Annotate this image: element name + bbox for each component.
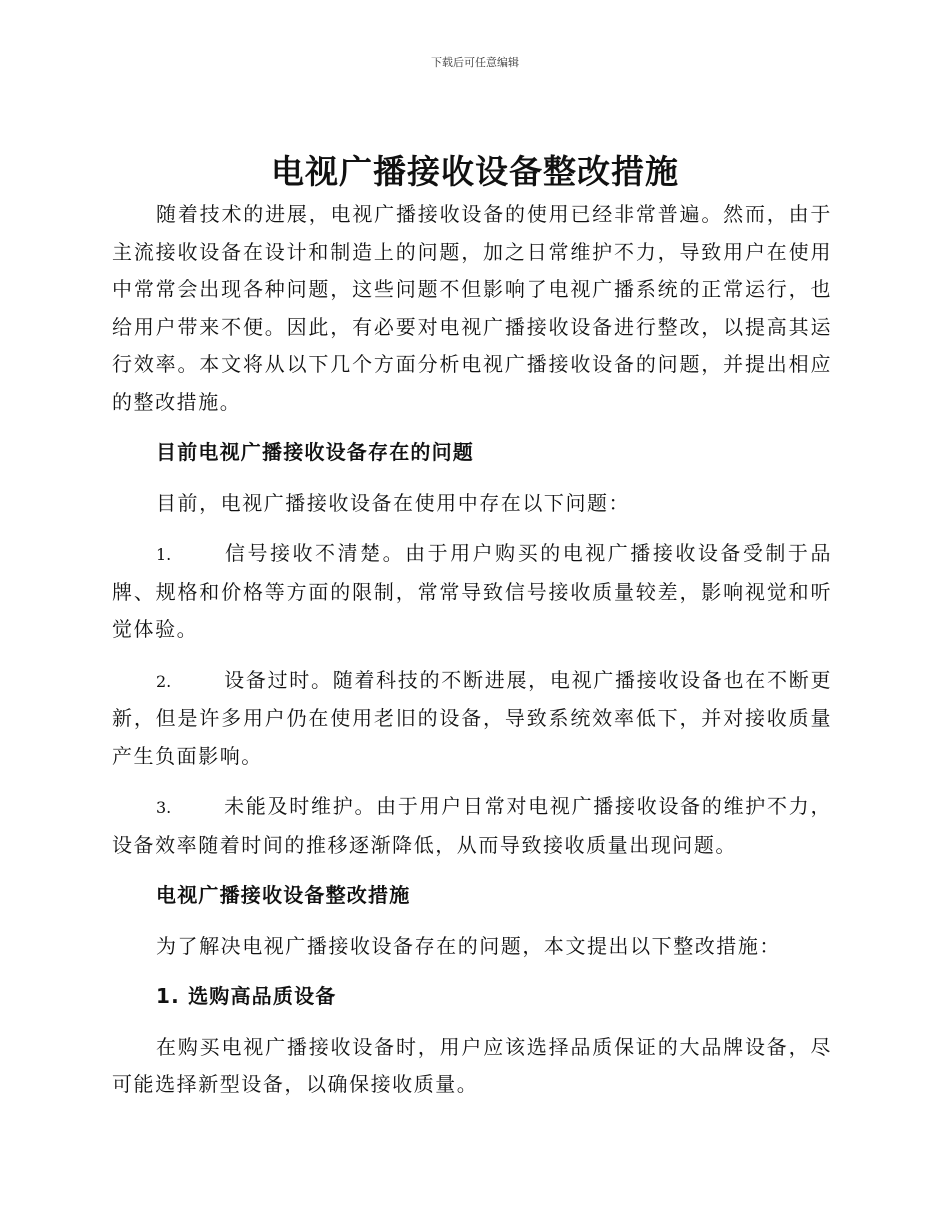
problem-item-3: [112, 788, 832, 864]
problem-item-1: [112, 535, 832, 649]
document-body: [112, 196, 832, 1117]
list-number: 3.: [156, 798, 172, 817]
document-title: 电视广播接收设备整改措施: [271, 152, 679, 191]
subheading-buy-quality-equipment: 1. 选购高品质设备: [156, 984, 337, 1008]
header-note: 下载后可任意编辑: [431, 56, 519, 69]
list-item-text: 未能及时维护。由于用户日常对电视广播接收设备的维护不力，设备效率随着时间的推移逐渐降低，从而导致接收质量出现问题。: [112, 794, 832, 857]
intro-paragraph: 随着技术的进展，电视广播接收设备的使用已经非常普遍。然而，由于主流接收设备在设计和制造上的问题，加之日常维护不力，导致用户在使用中常常会出现各种问题，这些问题不但影响了电视广播系统的正常运行，也给用户带来不便。因此，有必要对电视广播接收设备进行整改，以提高其运行效率。本文将从以下几个方面分析电视广播接收设备的问题，并提出相应的整改措施。: [112, 202, 832, 414]
list-number: 1.: [156, 545, 172, 564]
list-item-text: 设备过时。随着科技的不断进展，电视广播接收设备也在不断更新，但是许多用户仍在使用老旧的设备，导致系统效率低下，并对接收质量产生负面影响。: [112, 667, 832, 768]
list-item-text: 信号接收不清楚。由于用户购买的电视广播接收设备受制于品牌、规格和价格等方面的限制，常常导致信号接收质量较差，影响视觉和听觉体验。: [112, 541, 832, 641]
buy-quality-paragraph: 在购买电视广播接收设备时，用户应该选择品质保证的大品牌设备，尽可能选择新型设备，以确保接收质量。: [112, 1034, 832, 1096]
list-number: 2.: [156, 671, 172, 691]
section-heading-problems: 目前电视广播接收设备存在的问题: [156, 440, 474, 464]
section-heading-measures: 电视广播接收设备整改措施: [156, 883, 411, 907]
problems-lead-paragraph: 目前，电视广播接收设备在使用中存在以下问题：: [156, 490, 631, 515]
measures-lead-paragraph: 为了解决电视广播接收设备存在的问题，本文提出以下整改措施：: [156, 933, 781, 958]
problem-item-2: [112, 662, 832, 776]
